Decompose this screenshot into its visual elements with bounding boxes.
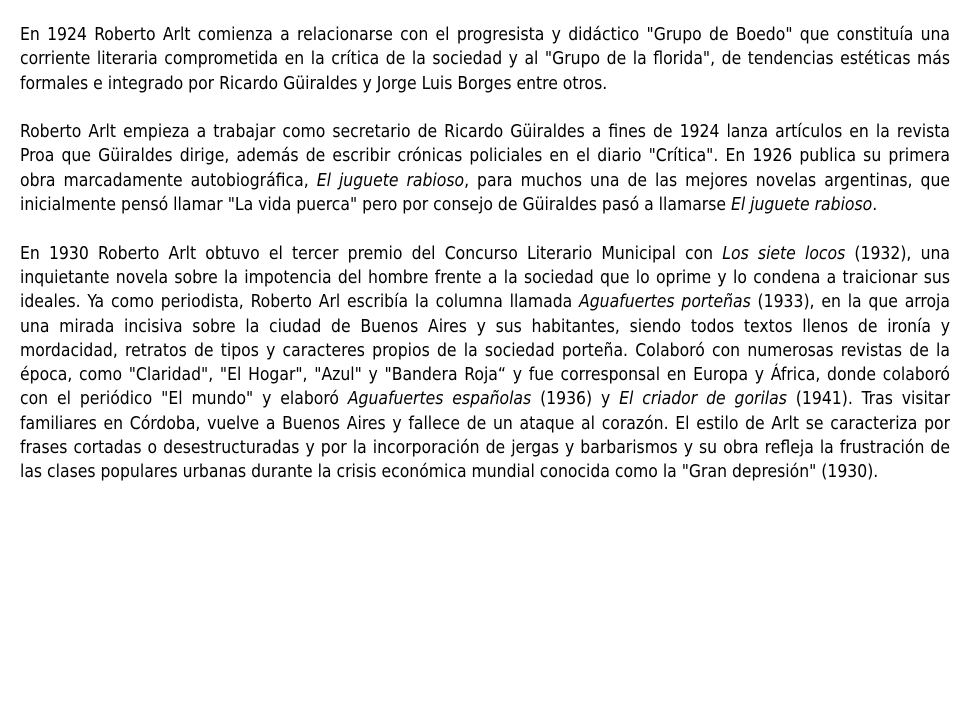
text-run: Roberto Arlt empieza a trabajar como secretario de Ricardo Güiraldes a fines de 1924 lanza artículos en la revista Proa que Güiraldes dirige, además de escribir crónicas policiales en el diario "Crítica". En 1926 publica su primera obra marcadamente autobiográfica, bbox=[20, 122, 950, 191]
text-run: . bbox=[872, 195, 878, 216]
text-run: En 1924 Roberto Arlt comienza a relacionarse con el progresista y didáctico "Grupo de Boedo" que constituía una corriente literaria comprometida en la crítica de la sociedad y al "Grupo de la florida", de tendencias estéticas más formales e integrado por Ricardo Güiraldes y Jorge Luis Borges entre otros. bbox=[20, 25, 950, 94]
text-run: (1941). Tras visitar familiares en Córdoba, vuelve a Buenos Aires y fallece de un ataque al corazón. El estilo de Arlt se caracteriza por frases cortadas o desestructuradas y por la incorporación de jergas y barbarismos y su obra refleja la frustración de las clases populares urbanas durante la crisis económica mundial conocida como la "Gran depresión" (1930). bbox=[20, 389, 950, 483]
text-run: (1936) y bbox=[531, 389, 620, 410]
text-run: En 1930 Roberto Arlt obtuvo el tercer premio del Concurso Literario Municipal con bbox=[20, 243, 723, 264]
paragraph-2 bbox=[20, 120, 950, 217]
italic-title: El criador de gorilas bbox=[619, 389, 787, 410]
paragraph-1 bbox=[20, 23, 950, 96]
italic-title: Los siete locos bbox=[722, 243, 846, 264]
italic-title: El juguete rabioso bbox=[730, 195, 873, 216]
italic-title: Aguafuertes españolas bbox=[347, 389, 532, 410]
document-body bbox=[20, 23, 950, 485]
text-run: (1932), una inquietante novela sobre la impotencia del hombre frente a la sociedad que lo oprime y lo condena a traicionar sus ideales. Ya como periodista, Roberto Arl escribía la columna llamada bbox=[20, 243, 951, 313]
italic-title: Aguafuertes porteñas bbox=[579, 292, 751, 313]
text-run: , para muchos una de las mejores novelas argentinas, que inicialmente pensó llamar "La vida puerca" pero por consejo de Güiraldes pasó a llamarse bbox=[20, 170, 951, 216]
italic-title: El juguete rabioso bbox=[316, 170, 465, 191]
text-run: (1933), en la que arroja una mirada incisiva sobre la ciudad de Buenos Aires y sus habitantes, siendo todos textos llenos de ironía y mordacidad, retratos de tipos y caracteres propios de la sociedad porteña. Colaboró con numerosas revistas de la época, como "Claridad", "El Hogar", "Azul" y "Bandera Roja“ y fue corresponsal en Europa y África, donde colaboró con el periódico "El mundo" y elaboró bbox=[20, 292, 950, 410]
paragraph-3 bbox=[20, 242, 950, 485]
